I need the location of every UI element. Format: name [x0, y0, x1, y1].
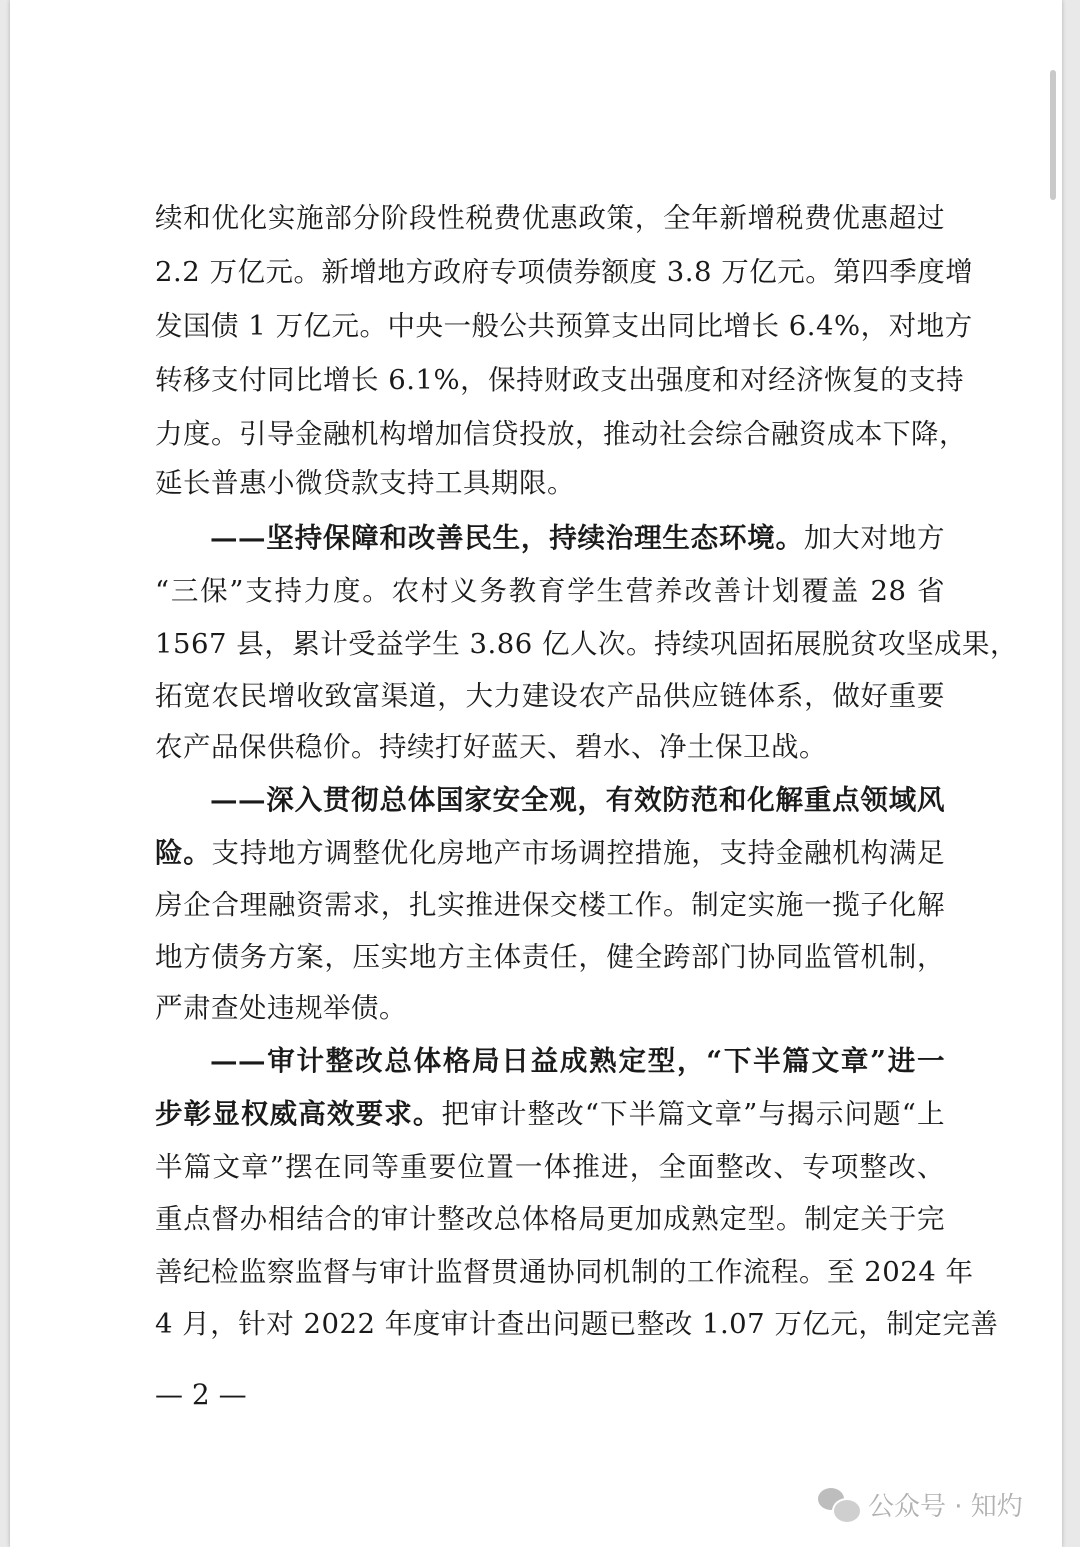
- paragraph-heading-line: [210, 780, 945, 820]
- wechat-icon: [818, 1486, 860, 1522]
- watermark-text: 公众号 · 知灼: [868, 1491, 1023, 1522]
- text-line: 力度。引导金融机构增加信贷投放，推动社会综合融资成本下降，: [155, 418, 967, 450]
- document-body: [10, 0, 1062, 1547]
- text-line: [155, 1094, 945, 1134]
- paragraph-heading: ——审计整改总体格局日益成熟定型，“下半篇文章”进一: [210, 1045, 945, 1077]
- text-line: 地方债务方案，压实地方主体责任，健全跨部门协同监管机制，: [155, 941, 945, 973]
- text-line: 拓宽农民增收致富渠道，大力建设农产品供应链体系，做好重要: [155, 680, 945, 712]
- page-number: — 2 —: [155, 1378, 247, 1411]
- paragraph-heading: ——深入贯彻总体国家安全观，有效防范和化解重点领域风: [210, 784, 945, 816]
- watermark: [818, 1484, 1023, 1524]
- text-segment: 支持地方调整优化房地产市场调控措施，支持金融机构满足: [211, 837, 946, 869]
- text-segment: 加大对地方: [803, 522, 946, 554]
- text-line: 1567 县，累计受益学生 3.86 亿人次。持续巩固拓展脱贫攻坚成果，: [155, 628, 1018, 660]
- paragraph-heading: 步彰显权威高效要求。: [155, 1098, 442, 1130]
- text-line: 半篇文章”摆在同等重要位置一体推进，全面整改、专项整改、: [155, 1151, 945, 1183]
- text-line: 严肃查处违规举债。: [155, 992, 407, 1024]
- document-page: [10, 0, 1062, 1547]
- text-line: 延长普惠小微贷款支持工具期限。: [155, 467, 575, 499]
- text-line: 善纪检监察监督与审计监督贯通协同机制的工作流程。至 2024 年: [155, 1256, 974, 1288]
- text-line: 发国债 1 万亿元。中央一般公共预算支出同比增长 6.4%，对地方: [155, 310, 973, 342]
- text-segment: 把审计整改“下半篇文章”与揭示问题“上: [441, 1098, 945, 1130]
- text-line: 房企合理融资需求，扎实推进保交楼工作。制定实施一揽子化解: [155, 889, 945, 921]
- paragraph-heading-line: [210, 1041, 945, 1081]
- text-line: 4 月，针对 2022 年度审计查出问题已整改 1.07 万亿元，制定完善: [155, 1308, 999, 1340]
- paragraph-heading-line: [210, 518, 945, 558]
- text-line: [155, 833, 945, 873]
- paragraph-heading: 险。: [155, 837, 212, 869]
- paragraph-heading: ——坚持保障和改善民生，持续治理生态环境。: [210, 522, 804, 554]
- text-line: 转移支付同比增长 6.1%，保持财政支出强度和对经济恢复的支持: [155, 364, 965, 396]
- text-line: “三保”支持力度。农村义务教育学生营养改善计划覆盖 28 省: [155, 575, 945, 607]
- text-line: 2.2 万亿元。新增地方政府专项债券额度 3.8 万亿元。第四季度增: [155, 256, 974, 288]
- text-line: 农产品保供稳价。持续打好蓝天、碧水、净土保卫战。: [155, 731, 827, 763]
- text-line: 重点督办相结合的审计整改总体格局更加成熟定型。制定关于完: [155, 1203, 945, 1235]
- text-line: 续和优化实施部分阶段性税费优惠政策，全年新增税费优惠超过: [155, 202, 945, 234]
